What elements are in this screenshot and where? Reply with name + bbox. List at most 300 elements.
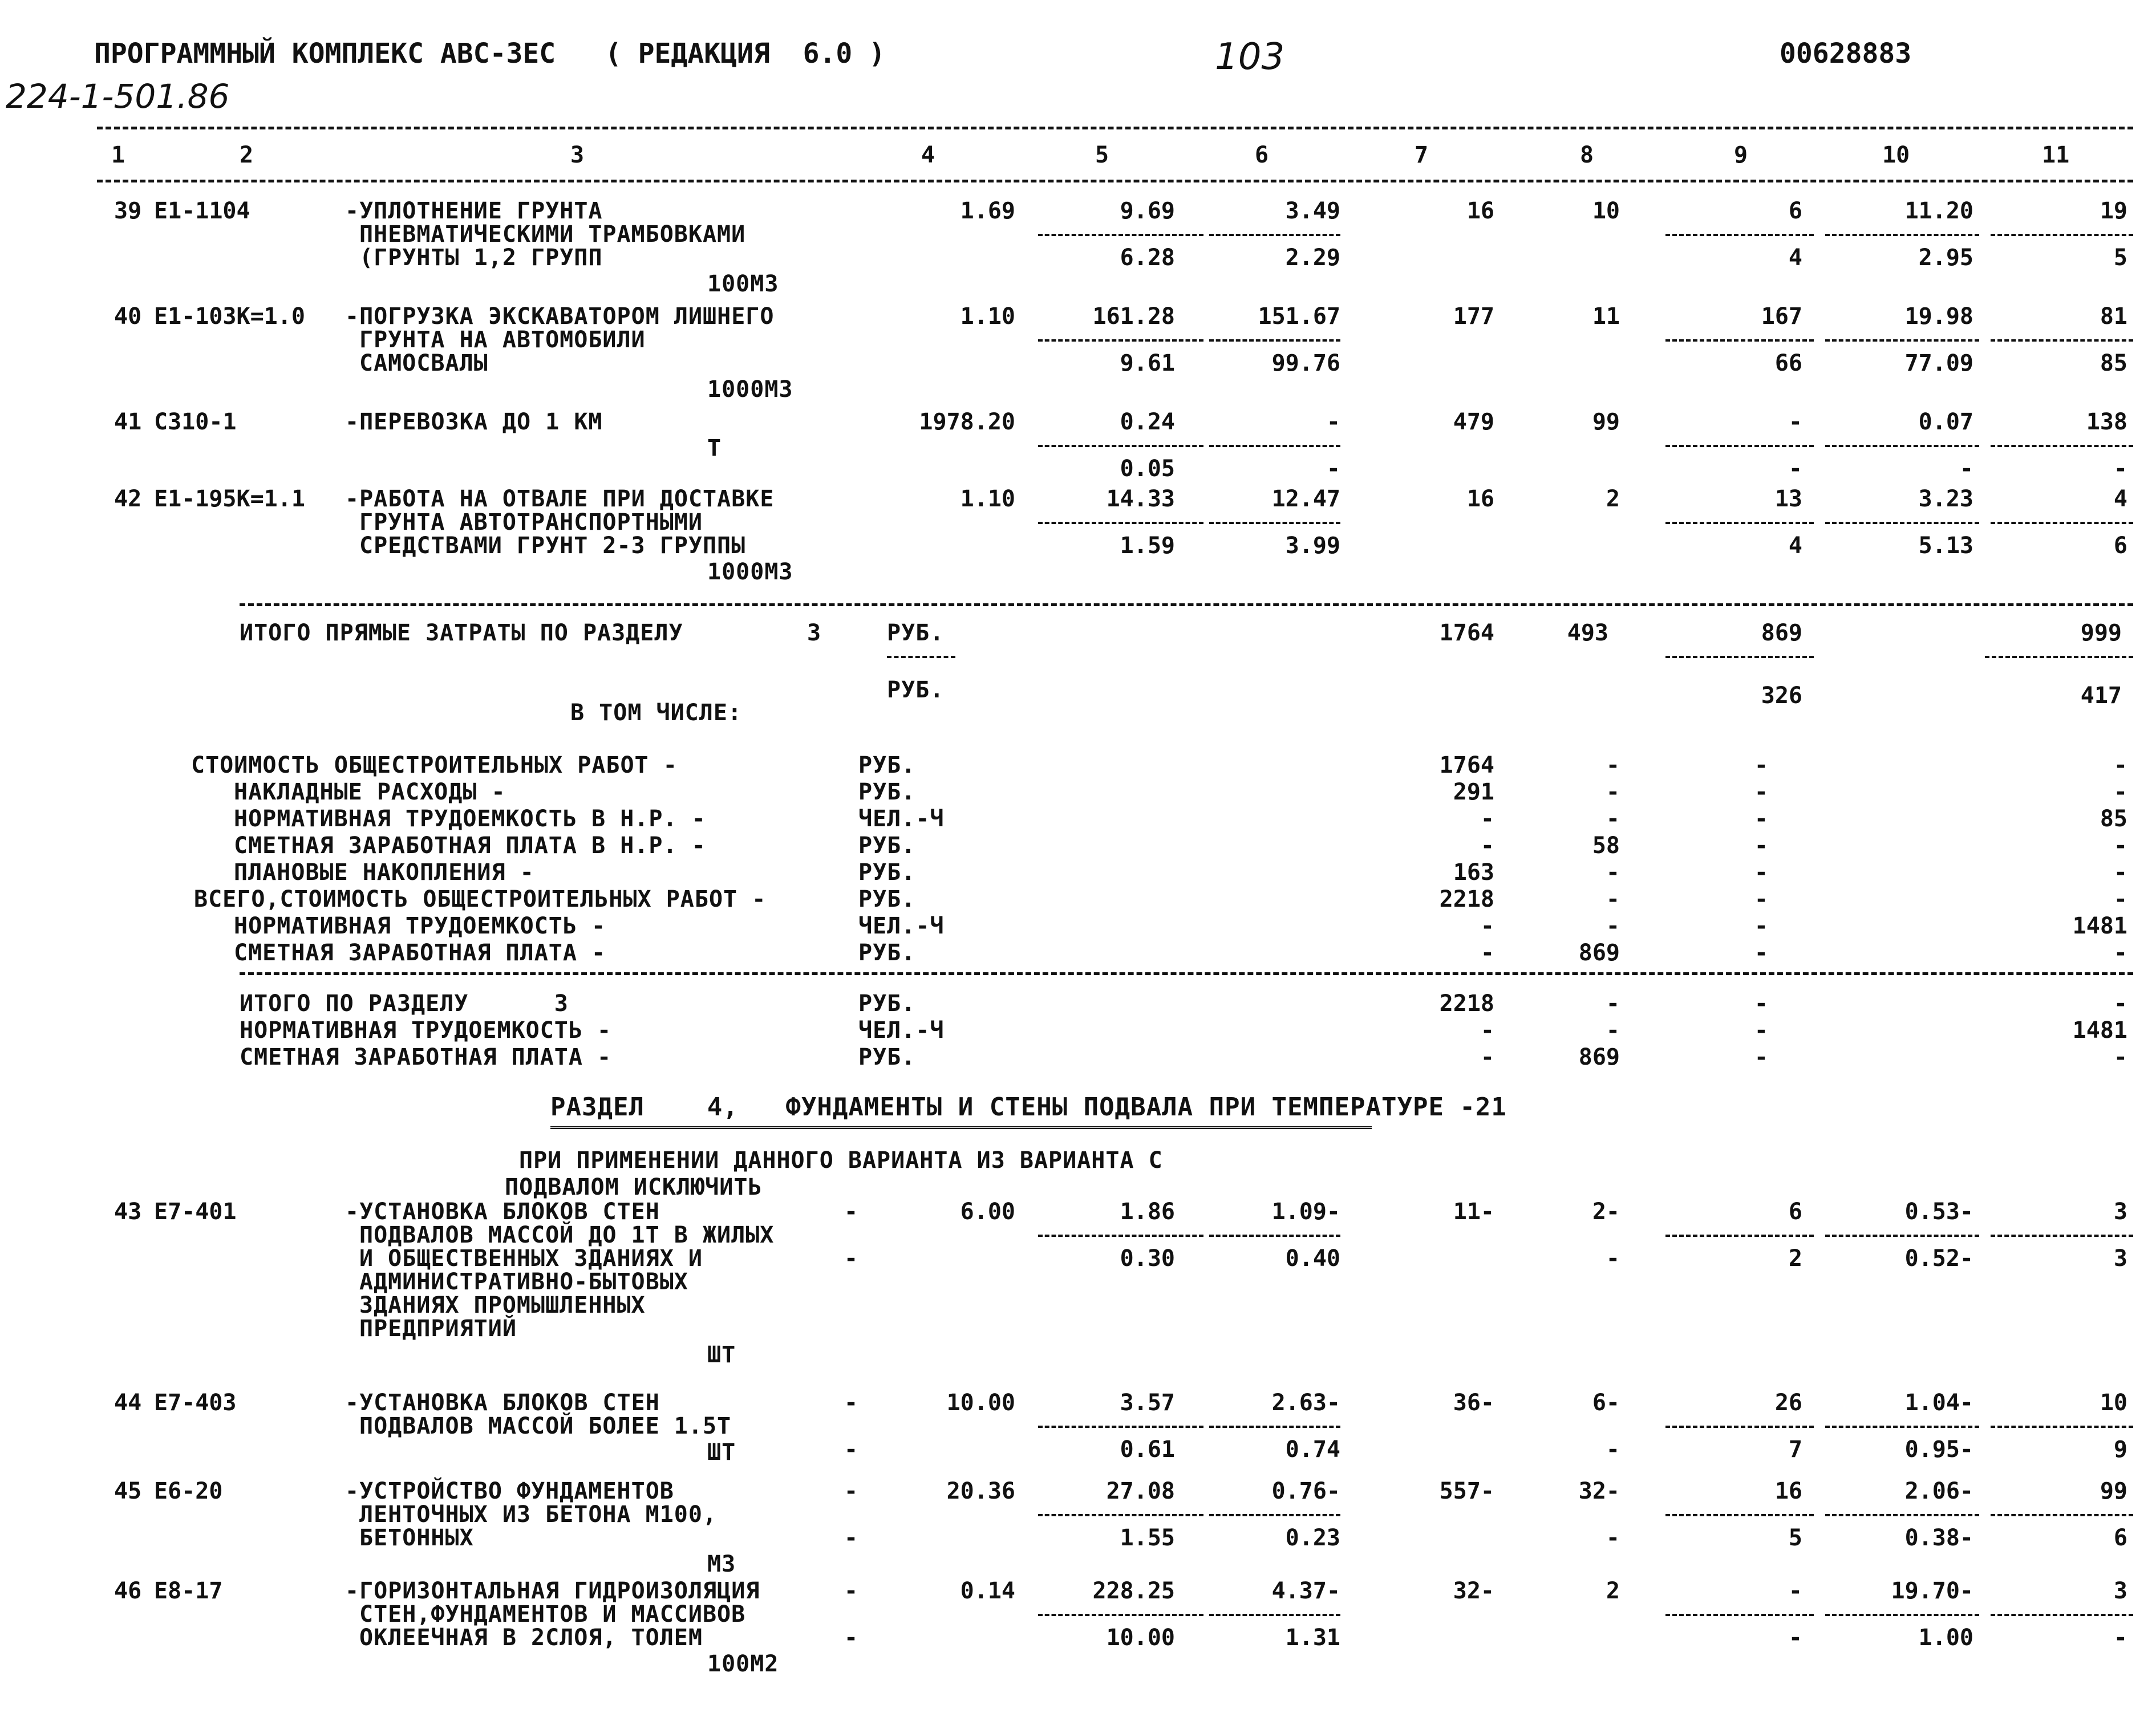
direct-totals-section: 3 [807,620,822,646]
row-labour-unit: 2.06- [1904,1478,1973,1504]
summary-col7: - [1480,1017,1494,1044]
summary-col9: - [1754,806,1768,832]
row-wages-total: 2- [1592,1199,1620,1225]
row-machine-total-b: 5 [1788,1525,1802,1551]
row-description-line: БЕТОННЫХ [359,1525,474,1551]
table-top-rule [97,127,2133,129]
row-description-line: И ОБЩЕСТВЕННЫХ ЗДАНИЯХ И [359,1245,703,1272]
col-header-6: 6 [1255,142,1269,168]
summary-col11: - [2113,886,2127,912]
row-labour-unit: 19.70- [1891,1578,1973,1604]
summary-col9: - [1754,940,1768,966]
direct-totals-col9b: 326 [1761,683,1802,709]
row-unit-price-wages: 1.59 [1120,533,1175,559]
summary-col8: - [1606,913,1620,939]
row-labour-rule [1825,234,1979,236]
row-price-rule [1038,1614,1203,1616]
row-description-line: -УСТАНОВКА БЛОКОВ СТЕН [345,1199,660,1225]
row-labour-unit-b: 0.52- [1904,1245,1973,1272]
row-machine-total-b: - [1788,1625,1802,1651]
summary-col7: - [1480,913,1494,939]
summary-col8: - [1606,752,1620,778]
row-labour-unit-b: 0.38- [1904,1525,1973,1551]
including-label: В ТОМ ЧИСЛЕ: [570,700,742,726]
summary-col7: 2218 [1439,991,1494,1017]
summary-label: НОРМАТИВНАЯ ТРУДОЕМКОСТЬ В Н.Р. - [234,806,706,832]
row-machine-wages: 0.74 [1285,1436,1340,1463]
row-mark-b: - [844,1625,858,1651]
row-machine-price: 1.09- [1271,1199,1340,1225]
row-unit: 100МЗ [707,271,779,297]
row-machine-total: 6 [1788,198,1802,224]
row-labour-total-b: 5 [2113,245,2127,271]
row-code: Е1-195К=1.1 [154,486,305,512]
row-machine-price: 4.37- [1271,1578,1340,1604]
row-description-line: (ГРУНТЫ 1,2 ГРУПП [359,245,603,271]
row-labour-total-rule [1991,1235,2133,1237]
row-wages-total-b: - [1606,1245,1620,1272]
summary-col8: - [1606,1017,1620,1044]
row-machine-price: 12.47 [1271,486,1340,512]
row-labour-total-b: - [2113,456,2127,482]
header-bottom-rule [97,180,2133,182]
row-description-line: ПОДВАЛОВ МАССОЙ ДО 1Т В ЖИЛЫХ [359,1222,775,1248]
row-unit-price: 161.28 [1092,303,1175,330]
row-wages-total-b: - [1606,1436,1620,1463]
row-description-line: СРЕДСТВАМИ ГРУНТ 2-3 ГРУППЫ [359,533,746,559]
row-unit-price-wages: 1.55 [1120,1525,1175,1551]
row-labour-total-rule [1991,522,2133,524]
row-mark-b: - [844,1436,858,1463]
row-unit-price: 0.24 [1120,409,1175,435]
summary-col7: 291 [1453,779,1494,805]
row-machine-wages: 0.40 [1285,1245,1340,1272]
document-code: 00628883 [1780,38,1912,70]
row-price-rule [1038,234,1203,236]
row-machine-rule [1209,445,1340,447]
row-labour-unit-b: 0.95- [1904,1436,1973,1463]
summary-col9: - [1754,859,1768,886]
row-unit: 1000МЗ [707,559,793,585]
row-mark: - [844,1478,858,1504]
row-description-line: -УСТАНОВКА БЛОКОВ СТЕН [345,1390,660,1416]
summary-col8: 869 [1578,940,1620,966]
summary-col11: - [2113,779,2127,805]
summary-unit: ЧЕЛ.-Ч [858,806,945,832]
row-machine-price: - [1326,409,1340,435]
row-code: С310-1 [154,409,237,435]
summary-col7: - [1480,940,1494,966]
row-labour-rule [1825,1235,1979,1237]
row-machine-total: 26 [1774,1390,1802,1416]
row-number: 43 [114,1199,142,1225]
row-labour-unit-b: - [1959,456,1973,482]
summary-col9: - [1754,833,1768,859]
summary-label: СТОИМОСТЬ ОБЩЕСТРОИТЕЛЬНЫХ РАБОТ - [191,752,678,778]
row-quantity: 6.00 [960,1199,1015,1225]
row-labour-total: 10 [2100,1390,2127,1416]
row-labour-total: 4 [2113,486,2127,512]
direct-totals-col11: 999 [2080,620,2122,646]
row-machine-total: - [1788,409,1802,435]
summary-col11: - [2113,1044,2127,1070]
row-labour-total: 81 [2100,303,2127,330]
row-machine-total-rule [1665,1426,1814,1428]
summary-col8: - [1606,779,1620,805]
summary-col11: - [2113,752,2127,778]
direct-totals-label: ИТОГО ПРЯМЫЕ ЗАТРАТЫ ПО РАЗДЕЛУ [240,620,683,646]
row-number: 44 [114,1390,142,1416]
row-machine-total-b: 66 [1774,350,1802,376]
row-labour-total: 138 [2086,409,2127,435]
direct-totals-col11-rule [1985,656,2133,658]
col-header-4: 4 [921,142,935,168]
summary-label: СМЕТНАЯ ЗАРАБОТНАЯ ПЛАТА - [234,940,606,966]
section-4-note-2: ПОДВАЛОМ ИСКЛЮЧИТЬ [505,1174,763,1200]
summary-col8: - [1606,806,1620,832]
row-quantity: 20.36 [946,1478,1015,1504]
row-description-line: -УСТРОЙСТВО ФУНДАМЕНТОВ [345,1478,674,1504]
row-total-cost: 479 [1453,409,1494,435]
direct-totals-col9: 869 [1761,620,1802,646]
row-machine-wages: 3.99 [1285,533,1340,559]
summary-col7: 1764 [1439,752,1494,778]
summary-col11: 1481 [2072,1017,2127,1044]
row-description-line: АДМИНИСТРАТИВНО-БЫТОВЫХ [359,1269,688,1295]
row-labour-total-b: 9 [2113,1436,2127,1463]
row-number: 40 [114,303,142,330]
row-machine-wages: 0.23 [1285,1525,1340,1551]
summary-col7: 2218 [1439,886,1494,912]
section-4-note-1: ПРИ ПРИМЕНЕНИИ ДАННОГО ВАРИАНТА ИЗ ВАРИАНТА С [519,1147,1163,1174]
row-number: 39 [114,198,142,224]
row-machine-total-rule [1665,1614,1814,1616]
summary-col9: - [1754,752,1768,778]
row-labour-total-b: - [2113,1625,2127,1651]
row-machine-total-b: 7 [1788,1436,1802,1463]
summary-col11: - [2113,991,2127,1017]
program-title: ПРОГРАММНЫЙ КОМПЛЕКС АВС-ЗЕС ( РЕДАКЦИЯ 6.0 ) [94,38,886,70]
summary-col11: 85 [2100,806,2127,832]
row-quantity: 10.00 [946,1390,1015,1416]
row-price-rule [1038,339,1203,342]
direct-totals-unit: РУБ. [887,620,945,646]
row-description-line: ГРУНТА АВТОТРАНСПОРТНЫМИ [359,509,703,535]
summary-col8: 869 [1578,1044,1620,1070]
row-description-line: -ПОГРУЗКА ЭКСКАВАТОРОМ ЛИШНЕГО [345,303,775,330]
row-machine-wages: 1.31 [1285,1625,1340,1651]
row-unit-price-wages: 0.30 [1120,1245,1175,1272]
col-header-10: 10 [1882,142,1910,168]
row-code: Е7-403 [154,1390,237,1416]
row-total-cost: 32- [1453,1578,1494,1604]
summary-label: ИТОГО ПО РАЗДЕЛУ 3 [240,991,569,1017]
direct-totals-col7: 1764 [1439,620,1494,646]
row-unit: ШТ [707,1342,736,1368]
row-unit-price-wages: 6.28 [1120,245,1175,271]
row-description-line: ПНЕВМАТИЧЕСКИМИ ТРАМБОВКАМИ [359,221,746,247]
row-labour-total-rule [1991,234,2133,236]
summary-col9: - [1754,779,1768,805]
row-unit: 1000МЗ [707,376,793,403]
row-labour-total: 99 [2100,1478,2127,1504]
direct-totals-unit-2: РУБ. [887,677,945,703]
row-wages-total: 32- [1578,1478,1620,1504]
summary-col7: 163 [1453,859,1494,886]
totals-top-rule [240,603,2133,606]
summary-col8: - [1606,886,1620,912]
row-machine-total-rule [1665,1514,1814,1516]
summary-unit: РУБ. [858,940,916,966]
row-description-line: -ПЕРЕВОЗКА ДО 1 КМ [345,409,603,435]
row-labour-rule [1825,1514,1979,1516]
summary-unit: РУБ. [858,1044,916,1070]
row-wages-total-b: - [1606,1525,1620,1551]
row-description-line: ПРЕДПРИЯТИЙ [359,1316,517,1342]
row-code: Е6-20 [154,1478,223,1504]
row-wages-total: 6- [1592,1390,1620,1416]
col-header-2: 2 [240,142,254,168]
summary-col11: - [2113,940,2127,966]
row-machine-total: 16 [1774,1478,1802,1504]
col-header-7: 7 [1415,142,1429,168]
summary-bottom-rule [240,972,2133,975]
summary-label: СМЕТНАЯ ЗАРАБОТНАЯ ПЛАТА - [240,1044,612,1070]
row-description-line: ЗДАНИЯХ ПРОМЫШЛЕННЫХ [359,1292,646,1318]
row-quantity: 0.14 [960,1578,1015,1604]
direct-totals-unit-rule [887,656,955,658]
row-unit: Т [707,435,722,461]
row-machine-total: 13 [1774,486,1802,512]
row-code: Е1-1104 [154,198,250,224]
row-labour-total-b: 85 [2100,350,2127,376]
row-price-rule [1038,1235,1203,1237]
summary-col11: - [2113,859,2127,886]
row-labour-unit: 3.23 [1918,486,1973,512]
row-labour-unit-b: 1.00 [1918,1625,1973,1651]
row-unit-price: 228.25 [1092,1578,1175,1604]
summary-col9: - [1754,886,1768,912]
row-unit-price: 14.33 [1106,486,1175,512]
summary-col9: - [1754,1044,1768,1070]
row-labour-unit: 11.20 [1904,198,1973,224]
row-machine-total: 167 [1761,303,1802,330]
summary-unit: ЧЕЛ.-Ч [858,913,945,939]
summary-col7: - [1480,1044,1494,1070]
row-mark-b: - [844,1525,858,1551]
row-number: 41 [114,409,142,435]
summary-label: НОРМАТИВНАЯ ТРУДОЕМКОСТЬ - [234,913,606,939]
row-unit-price-wages: 0.05 [1120,456,1175,482]
row-number: 45 [114,1478,142,1504]
row-machine-rule [1209,1514,1340,1516]
row-machine-wages: - [1326,456,1340,482]
row-machine-rule [1209,1235,1340,1237]
row-number: 46 [114,1578,142,1604]
summary-col8: - [1606,859,1620,886]
col-header-11: 11 [2042,142,2070,168]
summary-unit: РУБ. [858,859,916,886]
row-machine-total-b: - [1788,456,1802,482]
row-description-line: -РАБОТА НА ОТВАЛЕ ПРИ ДОСТАВКЕ [345,486,775,512]
row-machine-total: - [1788,1578,1802,1604]
col-header-5: 5 [1095,142,1109,168]
summary-col8: 58 [1592,833,1620,859]
row-code: Е1-103К=1.0 [154,303,305,330]
row-wages-total: 2 [1606,486,1620,512]
row-unit-price: 1.86 [1120,1199,1175,1225]
direct-totals-col8: 493 [1567,620,1608,646]
section-4-title: РАЗДЕЛ 4, ФУНДАМЕНТЫ И СТЕНЫ ПОДВАЛА ПРИ ТЕМПЕРАТУРЕ -21 [550,1093,1507,1122]
row-quantity: 1.10 [960,303,1015,330]
col-header-3: 3 [570,142,585,168]
row-code: Е8-17 [154,1578,223,1604]
summary-unit: РУБ. [858,991,916,1017]
row-unit-price: 9.69 [1120,198,1175,224]
row-unit-price: 27.08 [1106,1478,1175,1504]
row-number: 42 [114,486,142,512]
row-machine-total-rule [1665,234,1814,236]
direct-totals-col9-rule [1665,656,1814,658]
row-machine-total-rule [1665,522,1814,524]
row-labour-total-rule [1991,445,2133,447]
row-labour-rule [1825,1614,1979,1616]
summary-col7: - [1480,833,1494,859]
row-machine-total-b: 2 [1788,1245,1802,1272]
row-unit-price-wages: 9.61 [1120,350,1175,376]
row-labour-total-rule [1991,1426,2133,1428]
row-labour-unit: 1.04- [1904,1390,1973,1416]
row-unit-price: 3.57 [1120,1390,1175,1416]
col-header-9: 9 [1734,142,1748,168]
row-description-line: СТЕН,ФУНДАМЕНТОВ И МАССИВОВ [359,1601,746,1627]
row-description-line: ПОДВАЛОВ МАССОЙ БОЛЕЕ 1.5Т [359,1413,732,1439]
row-description-line: САМОСВАЛЫ [359,350,488,376]
row-wages-total: 10 [1592,198,1620,224]
col-header-1: 1 [111,142,125,168]
summary-col9: - [1754,991,1768,1017]
row-labour-unit-b: 5.13 [1918,533,1973,559]
summary-unit: ЧЕЛ.-Ч [858,1017,945,1044]
row-machine-total-b: 4 [1788,533,1802,559]
row-mark-b: - [844,1245,858,1272]
row-labour-rule [1825,445,1979,447]
row-total-cost: 16 [1466,198,1494,224]
summary-unit: РУБ. [858,752,916,778]
row-labour-total: 3 [2113,1199,2127,1225]
row-labour-unit-b: 2.95 [1918,245,1973,271]
row-price-rule [1038,1426,1203,1428]
row-quantity: 1978.20 [919,409,1015,435]
page-number: 103 [1215,36,1285,78]
row-machine-wages: 2.29 [1285,245,1340,271]
row-wages-total: 99 [1592,409,1620,435]
summary-label: СМЕТНАЯ ЗАРАБОТНАЯ ПЛАТА В Н.Р. - [234,833,706,859]
row-labour-total-rule [1991,1514,2133,1516]
summary-label: НОРМАТИВНАЯ ТРУДОЕМКОСТЬ - [240,1017,612,1044]
row-machine-rule [1209,339,1340,342]
row-labour-total-rule [1991,339,2133,342]
row-description-line: -УПЛОТНЕНИЕ ГРУНТА [345,198,603,224]
row-wages-total: 11 [1592,303,1620,330]
col-header-8: 8 [1580,142,1594,168]
row-machine-total-rule [1665,445,1814,447]
row-unit-price-wages: 0.61 [1120,1436,1175,1463]
row-unit: МЗ [707,1551,736,1577]
row-machine-rule [1209,522,1340,524]
row-total-cost: 177 [1453,303,1494,330]
row-total-cost: 36- [1453,1390,1494,1416]
summary-col7: - [1480,806,1494,832]
row-labour-total: 19 [2100,198,2127,224]
row-labour-total-rule [1991,1614,2133,1616]
summary-col9: - [1754,913,1768,939]
row-price-rule [1038,522,1203,524]
row-machine-rule [1209,1614,1340,1616]
row-machine-total: 6 [1788,1199,1802,1225]
row-labour-total-b: 6 [2113,533,2127,559]
row-quantity: 1.69 [960,198,1015,224]
row-machine-total-b: 4 [1788,245,1802,271]
summary-label: ВСЕГО,СТОИМОСТЬ ОБЩЕСТРОИТЕЛЬНЫХ РАБОТ - [194,886,767,912]
section-4-underline [550,1126,1372,1129]
row-wages-total: 2 [1606,1578,1620,1604]
summary-col9: - [1754,1017,1768,1044]
row-machine-rule [1209,234,1340,236]
row-labour-total-b: 6 [2113,1525,2127,1551]
row-unit: 100М2 [707,1651,779,1677]
row-machine-wages: 99.76 [1271,350,1340,376]
row-labour-total-b: 3 [2113,1245,2127,1272]
row-labour-rule [1825,1426,1979,1428]
row-description-line: ЛЕНТОЧНЫХ ИЗ БЕТОНА М100, [359,1501,718,1528]
row-description-line: ОКЛЕЕЧНАЯ В 2СЛОЯ, ТОЛЕМ [359,1625,703,1651]
project-code: 224-1-501.86 [6,77,230,116]
row-total-cost: 557- [1439,1478,1494,1504]
row-labour-unit: 0.53- [1904,1199,1973,1225]
row-machine-total-rule [1665,1235,1814,1237]
row-mark: - [844,1199,858,1225]
row-machine-rule [1209,1426,1340,1428]
row-total-cost: 16 [1466,486,1494,512]
direct-totals-col11b: 417 [2080,683,2122,709]
row-unit-price-wages: 10.00 [1106,1625,1175,1651]
row-machine-price: 0.76- [1271,1478,1340,1504]
row-machine-price: 3.49 [1285,198,1340,224]
row-price-rule [1038,1514,1203,1516]
summary-unit: РУБ. [858,779,916,805]
row-price-rule [1038,445,1203,447]
row-machine-price: 2.63- [1271,1390,1340,1416]
summary-col8: - [1606,991,1620,1017]
summary-unit: РУБ. [858,886,916,912]
summary-label: НАКЛАДНЫЕ РАСХОДЫ - [234,779,506,805]
row-labour-rule [1825,522,1979,524]
summary-unit: РУБ. [858,833,916,859]
row-description-line: -ГОРИЗОНТАЛЬНАЯ ГИДРОИЗОЛЯЦИЯ [345,1578,760,1604]
row-total-cost: 11- [1453,1199,1494,1225]
row-labour-rule [1825,339,1979,342]
row-unit: ШТ [707,1439,736,1466]
row-labour-unit: 0.07 [1918,409,1973,435]
row-description-line: ГРУНТА НА АВТОМОБИЛИ [359,327,646,353]
summary-col11: 1481 [2072,913,2127,939]
row-machine-total-rule [1665,339,1814,342]
summary-col11: - [2113,833,2127,859]
row-machine-price: 151.67 [1258,303,1340,330]
row-labour-total: 3 [2113,1578,2127,1604]
summary-label: ПЛАНОВЫЕ НАКОПЛЕНИЯ - [234,859,534,886]
